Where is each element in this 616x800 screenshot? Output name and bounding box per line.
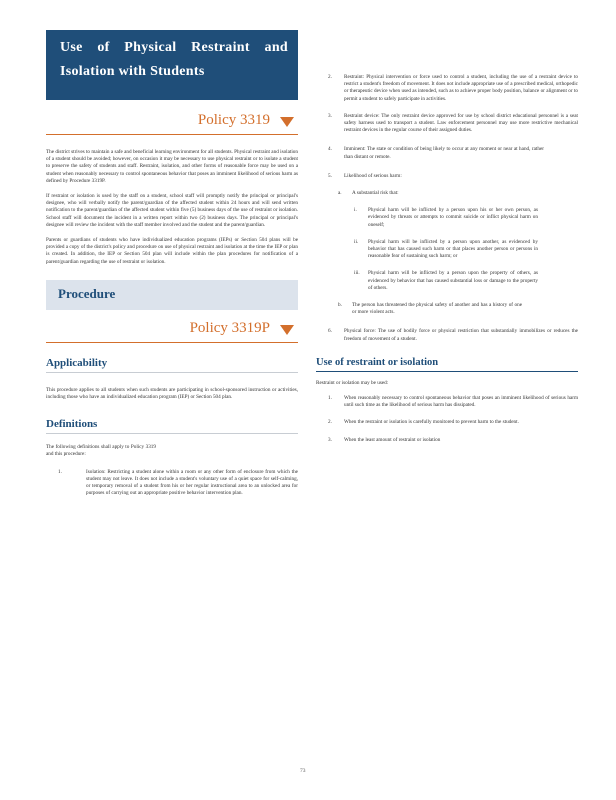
policy-title-line-1: Use of Physical Restraint and <box>60 40 288 55</box>
definition-item-5 <box>316 173 578 180</box>
applicability-heading: Applicability <box>46 357 298 373</box>
sub-label: b. <box>338 302 342 309</box>
definition-item-4 <box>316 146 544 160</box>
definition-item-2 <box>316 74 578 103</box>
sub-text: Physical harm will be inflicted by a person upon his or her own person, as evidenced by threats or attempts to commit suicide or inflict physical harm on oneself; <box>368 207 538 228</box>
sub-text: Physical harm will be inflicted by a person upon the property of others, as evidenced by behavior that has caused substantial loss or damage to the property of others. <box>368 270 538 291</box>
policy-title-box <box>46 30 298 100</box>
policy-number: Policy 3319 <box>197 112 270 128</box>
policy-paragraph-3: Parents or guardians of students who have individualized education programs (IEPs) or Section 504 plans will be provided a copy of the district's policy and procedure on use of physical restraint and isolation at the time the IEP or plan is created. In addition, the IEP or Section 504 plan will include within the plan procedures for notification of a parent/guardian regarding the use of restraint or isolation. <box>46 237 298 265</box>
use-text: When the least amount of restraint or isolation <box>344 436 441 443</box>
definition-text: Restraint: Physical intervention or force used to control a student, including the use of a restraint device to restrict a student's freedom of movement. It does not include appropriate use of a prescribed medical, orthopedic or therapeutic device when used as intended, such as to achieve proper body position, balance or alignment or to permit a student to safely participate in activities. <box>344 74 578 102</box>
procedure-banner <box>46 280 298 310</box>
use-item-1 <box>316 395 578 409</box>
definition-item-3 <box>316 113 578 135</box>
definition-text: Imminent: The state or condition of being likely to occur at any moment or near at hand, rather than distant or remote. <box>344 146 544 160</box>
use-item-2 <box>316 419 578 426</box>
triangle-down-icon <box>280 117 294 127</box>
sub-label: i. <box>354 207 357 214</box>
use-item-3 <box>316 437 578 444</box>
definition-sub-a-iii <box>316 270 538 292</box>
applicability-text: This procedure applies to all students when such students are participating in school-sponsored instruction or activities, including those who have an individualized education program (IEP) or Section 504 plan. <box>46 386 298 401</box>
policy-title-line-2: Isolation with Students <box>60 64 205 79</box>
sub-label: iii. <box>354 270 360 277</box>
definition-text: Isolation: Restricting a student alone within a room or any other form of enclosure from which the student may not leave. It does not include a student's voluntary use of a quiet space for self-calming, or temporary removal of a student from his or her regular instructional area to an unlocked area for purposes of carrying out an appropriate positive behavior intervention plan. <box>86 468 298 497</box>
sub-text: The person has threatened the physical safety of another and has a history of one or more violent acts. <box>352 302 522 316</box>
definition-text: Physical force: The use of bodily force or physical restriction that substantially immobilizes or reduces the freedom of movement of a student. <box>344 328 578 342</box>
use-heading: Use of restraint or isolation <box>316 357 578 372</box>
definition-number: 3. <box>328 112 332 119</box>
sub-text: A substantial risk that: <box>352 190 399 197</box>
use-number: 3. <box>328 436 332 443</box>
definition-sub-b <box>316 302 522 316</box>
definition-text: Likelihood of serious harm: <box>344 172 402 179</box>
definition-number: 2. <box>328 74 332 80</box>
procedure-policy-number: Policy 3319P <box>189 319 270 336</box>
definition-number: 6. <box>328 328 332 335</box>
definition-number: 4. <box>328 146 332 153</box>
definition-sub-a-ii <box>316 239 538 261</box>
definition-item-1 <box>46 469 298 498</box>
policy-paragraph-2: If restraint or isolation is used by the staff on a student, school staff will promptly notify the principal or principal's designee, who will verbally notify the parent/guardian of the affected student within 24 hours and will send written notification to the parent/guardian of the affected student within five (5) business days of the use of restraint or isolation. School staff will document the incident in a written report within two (2) business days. The principal or principal's designee will review the incident with the staff member involved and the student and the parent/guardian. <box>46 193 298 228</box>
definitions-heading: Definitions <box>46 418 298 434</box>
sub-text: Physical harm will be inflicted by a person upon another, as evidenced by behavior that has caused such harm or that places another person or persons in reasonable fear of sustaining such harm; or <box>368 238 538 260</box>
definition-item-6 <box>316 328 578 342</box>
sub-label: a. <box>338 190 342 197</box>
sub-label: ii. <box>354 238 359 245</box>
right-column <box>316 30 578 444</box>
definitions-intro: The following definitions shall apply to Policy 3319 and this procedure: <box>46 444 156 458</box>
policy-number-bar <box>46 108 298 135</box>
use-intro: Restraint or isolation may be used: <box>316 379 389 386</box>
page-number: 73 <box>300 768 306 774</box>
definition-number: 1. <box>58 468 62 475</box>
procedure-policy-bar <box>46 316 298 343</box>
use-text: When reasonably necessary to control spontaneous behavior that poses an imminent likelihood of serious harm until such time as the likelihood of serious harm has dissipated. <box>344 395 578 409</box>
use-number: 1. <box>328 395 332 402</box>
triangle-down-icon <box>280 325 294 335</box>
policy-paragraph-1: The district strives to maintain a safe and beneficial learning environment for all students. Physical restraint and isolation of a student should be avoided; however, on occasion it may be necessary to use physical restraint or to isolate a student to preserve the safety of students and staff. Restraint, isolation, and other forms of reasonable force may be used on a student when reasonably necessary to control spontaneous behavior that poses an imminent likelihood of serious harm as defined by Procedure 3319P. <box>46 149 298 184</box>
definition-text: Restraint device: The only restraint device approved for use by school district educational personnel is a seat safety harness used to transport a student. Law enforcement personnel may use more restrictive mechanical restraint devices in the regular course of their assigned duties. <box>344 112 578 134</box>
left-column <box>46 30 298 497</box>
definition-sub-a-i <box>316 207 538 229</box>
use-number: 2. <box>328 419 332 426</box>
procedure-heading: Procedure <box>58 285 116 301</box>
use-text: When the restraint or isolation is carefully monitored to prevent harm to the student. <box>344 419 519 426</box>
definition-number: 5. <box>328 172 332 179</box>
definition-sub-a <box>316 190 578 197</box>
